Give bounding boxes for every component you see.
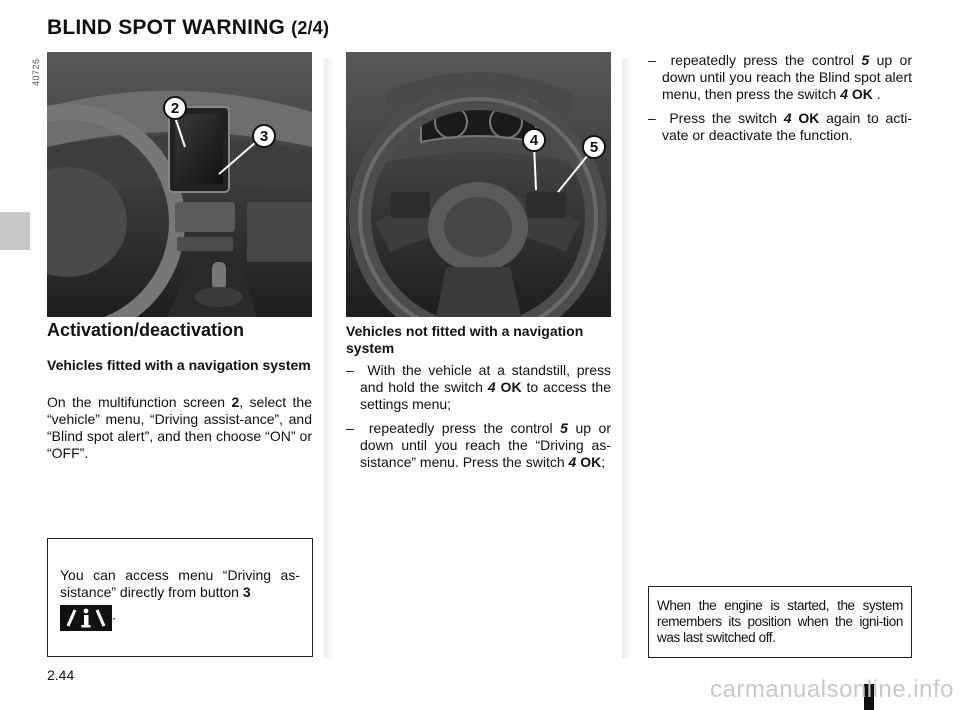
col1-paragraph xyxy=(47,394,312,462)
page-title xyxy=(47,16,329,40)
note-box-left xyxy=(47,538,313,657)
col2-subhead: Vehicles not fitted with a navigation system xyxy=(346,323,584,356)
dash: – xyxy=(346,420,354,436)
photo-code-middle: 40918 xyxy=(598,58,608,86)
callout-2-leader xyxy=(175,117,185,147)
watermark: carmanualsonline.info xyxy=(710,676,954,703)
driving-assistance-button-icon xyxy=(60,605,112,631)
note-left-post: . xyxy=(112,606,116,623)
callout-4 xyxy=(523,129,545,151)
steering-wheel-photo xyxy=(346,52,611,317)
step-1-pre: With the vehicle at a standstill, press and hold the switch xyxy=(360,362,611,395)
screen-ref: 2 xyxy=(231,394,240,410)
photo-code-left: 40726 xyxy=(31,58,41,86)
col2-steps xyxy=(346,362,611,478)
col1-para-post: , select the “vehicle” menu, “Driving assist-ance”, and “Blind spot alert”, and then choose “ON” or “OFF”. xyxy=(47,394,312,461)
note-right-text: When the engine is started, the system remembers its position when the igni-tion was last switched off. xyxy=(657,598,903,645)
switch-ref: 4 xyxy=(840,86,848,102)
step-4-post: again to acti-vate or deactivate the function. xyxy=(662,110,912,143)
col2-step-2 xyxy=(346,420,611,471)
column-divider-1 xyxy=(324,58,334,658)
note-box-right xyxy=(648,586,912,658)
callout-3-label: 3 xyxy=(259,128,269,145)
column-divider-2 xyxy=(622,58,632,658)
dash: – xyxy=(648,52,656,68)
step-2-post: ; xyxy=(601,454,606,470)
note-left-text xyxy=(48,539,312,631)
col2-step-1 xyxy=(346,362,611,413)
button-ref: 3 xyxy=(242,584,251,600)
control-ref: 5 xyxy=(861,52,870,68)
ok-label: OK xyxy=(495,379,522,395)
callout-5 xyxy=(583,136,605,158)
col1-para-pre: On the multifunction screen xyxy=(47,394,232,410)
callout-3 xyxy=(253,125,275,147)
switch-ref: 4 xyxy=(568,454,577,470)
note-left-pre: You can access menu “Driving as-sistance” directly from button xyxy=(60,567,300,600)
dash: – xyxy=(346,362,354,378)
step-3-post: . xyxy=(872,86,881,102)
dash: – xyxy=(648,110,656,126)
col3-steps xyxy=(648,52,912,151)
step-2-mid: up or down until you reach the “Driving as-sistance” menu. Press the switch xyxy=(360,420,611,470)
ok-label: OK xyxy=(851,86,873,102)
callout-3-leader xyxy=(219,142,256,174)
dashboard-callouts xyxy=(47,52,312,317)
step-3-pre: repeatedly press the control xyxy=(670,52,862,68)
step-3-mid: up or down until you reach the Blind spot alert menu, then press the switch xyxy=(662,52,912,102)
ok-label: OK xyxy=(791,110,820,126)
section-title: Activation/deactivation xyxy=(47,320,245,340)
page-part: (2/4) xyxy=(291,18,330,38)
step-2-pre: repeatedly press the control xyxy=(368,420,561,436)
callout-2-label: 2 xyxy=(170,100,180,117)
callout-2 xyxy=(164,97,186,119)
dashboard-photo xyxy=(47,52,312,317)
col3-step-1 xyxy=(648,52,912,103)
col3-step-2 xyxy=(648,110,912,144)
chapter-tab xyxy=(0,212,30,250)
control-ref: 5 xyxy=(560,420,568,436)
switch-ref: 4 xyxy=(487,379,496,395)
step-1-post: to access the settings menu; xyxy=(360,379,612,412)
steering-wheel-callouts xyxy=(346,52,611,317)
step-4-pre: Press the switch xyxy=(669,110,784,126)
page-title-text: BLIND SPOT WARNING xyxy=(47,16,286,39)
page-number: 2.44 xyxy=(47,667,75,683)
switch-ref: 4 xyxy=(783,110,792,126)
ok-label: OK xyxy=(580,454,602,470)
col1-subhead: Vehicles fitted with a navigation system xyxy=(47,357,311,373)
callout-5-label: 5 xyxy=(589,139,599,156)
callout-4-label: 4 xyxy=(529,132,539,149)
